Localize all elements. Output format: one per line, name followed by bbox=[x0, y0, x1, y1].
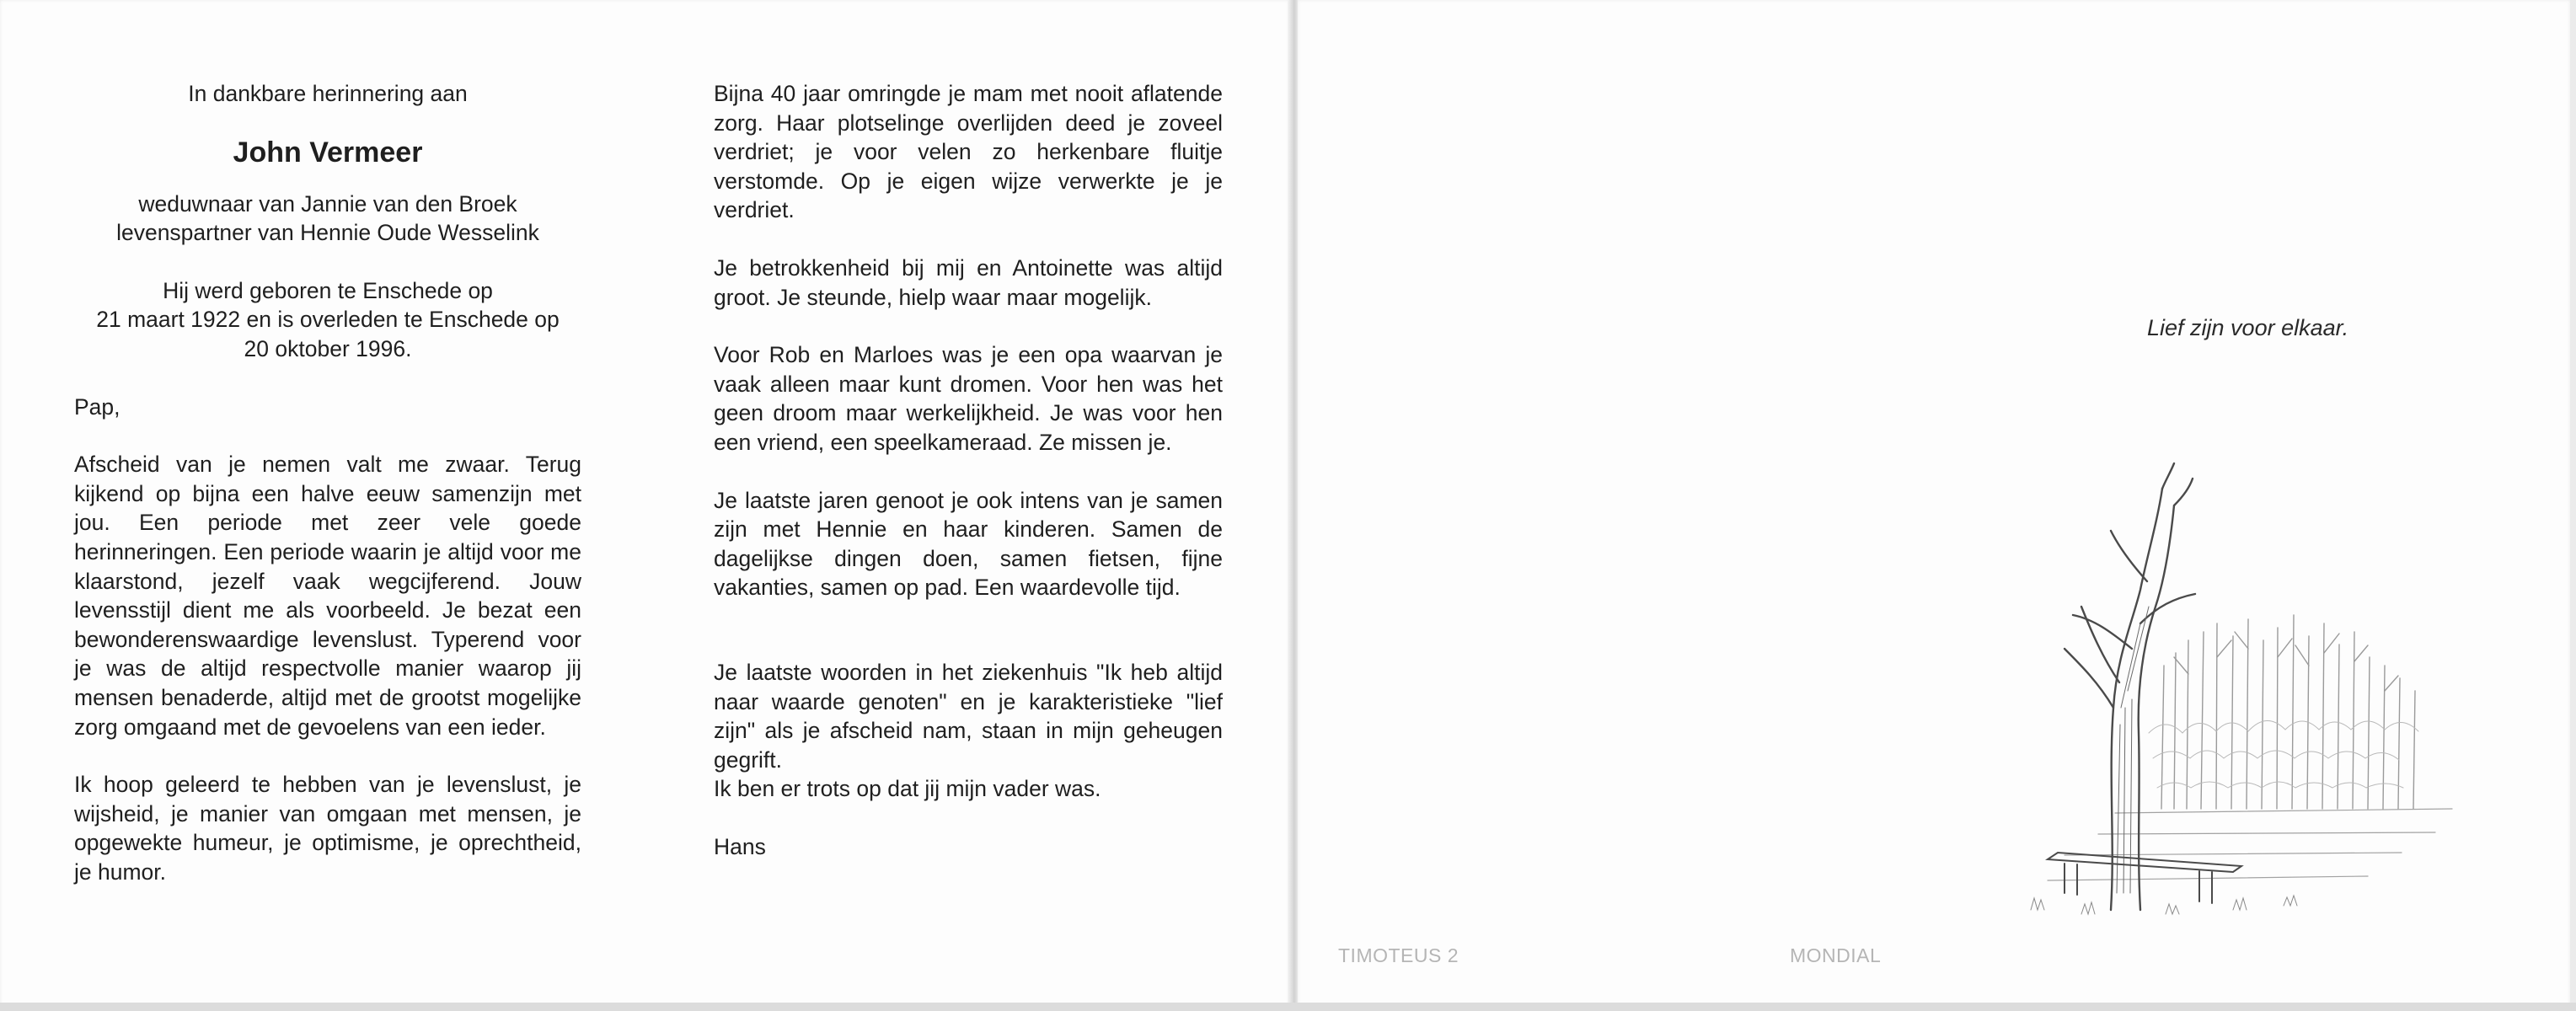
deceased-name: John Vermeer bbox=[233, 136, 423, 168]
footer-series-code: TIMOTEUS 2 bbox=[1338, 944, 1459, 966]
tribute-paragraph-4: Je betrokkenheid bij mij en Antoinette was altijd groot. Je steunde, hielp waar maar mogelijk. bbox=[714, 254, 1223, 310]
motto-text: Lief zijn voor elkaar. bbox=[2147, 315, 2349, 340]
tribute-paragraph-5: Voor Rob en Marloes was je een opa waarvan je vaak alleen maar kunt dromen. Voor hen was het geen droom maar werkelijkheid. Je was voor hen een vriend, een speelkameraad. Ze missen je. bbox=[714, 342, 1223, 455]
relation-line-1: weduwnaar van Jannie van den Broek bbox=[138, 190, 517, 217]
bench bbox=[2048, 853, 2241, 903]
salutation: Pap, bbox=[74, 393, 120, 420]
birth-death-line-1: Hij werd geboren te Enschede op bbox=[163, 277, 493, 303]
footer-publisher: MONDIAL bbox=[1790, 944, 1882, 966]
middle-text-column bbox=[714, 79, 1223, 861]
ground-lines bbox=[2048, 809, 2452, 880]
birth-death-line-3: 20 oktober 1996. bbox=[244, 335, 412, 361]
relation-line-2: levenspartner van Hennie Oude Wesselink bbox=[116, 220, 539, 246]
tribute-paragraph-2: Ik hoop geleerd te hebben van je levenslust, je wijsheid, je manier van omgaan met mensen, je opgewekte humeur, je optimisme, je oprechtheid, je humor. bbox=[74, 772, 581, 885]
tribute-paragraph-7: Je laatste woorden in het ziekenhuis "Ik heb altijd naar waarde genoten" en je karakteristieke "lief zijn" als je afscheid nam, staan in mijn geheugen gegrift. bbox=[714, 659, 1223, 773]
tribute-paragraph-1: Afscheid van je nemen valt me zwaar. Terug kijkend op bijna een halve eeuw samenzijn met jou. Een periode met zeer vele goede herinneringen. Een periode waarin je altijd voor me klaarstond, jezelf vaak wegcijferend. Jouw levensstijl dient me als voorbeeld. Je bezat een bewonderenswaardige levenslust. Typerend voor je was de altijd respectvolle manier waarop jij mensen benaderde, altijd met de grootst mogelijke zorg omgaand met de gevoelens van een ieder. bbox=[74, 452, 581, 740]
grass-tufts bbox=[2031, 896, 2297, 914]
signature: Hans bbox=[714, 833, 766, 859]
background-trees bbox=[2161, 615, 2415, 809]
left-spread-page bbox=[0, 0, 1290, 1008]
scan-bottom-edge bbox=[0, 1003, 2576, 1011]
shrub-texture bbox=[2149, 720, 2418, 788]
tribute-paragraph-8: Ik ben er trots op dat jij mijn vader was. bbox=[714, 776, 1101, 802]
tribute-paragraph-3: Bijna 40 jaar omringde je mam met nooit aflatende zorg. Haar plotselinge overlijden deed je zoveel verdriet; je voor velen zo herkenbare fluitje verstomde. Op je eigen wijze verwerkte je je verdriet. bbox=[714, 81, 1223, 223]
tree-bench-drawing bbox=[2014, 455, 2486, 927]
birth-death-line-2: 21 maart 1922 en is overleden te Enschede op bbox=[96, 307, 560, 333]
left-text-column bbox=[74, 79, 581, 886]
tribute-paragraph-6: Je laatste jaren genoot je ook intens van je samen zijn met Hennie en haar kinderen. Samen de dagelijkse dingen doen, samen fietsen, fijne vakanties, samen op pad. Een waardevolle tijd. bbox=[714, 487, 1223, 601]
dedication-heading: In dankbare herinnering aan bbox=[188, 81, 468, 106]
